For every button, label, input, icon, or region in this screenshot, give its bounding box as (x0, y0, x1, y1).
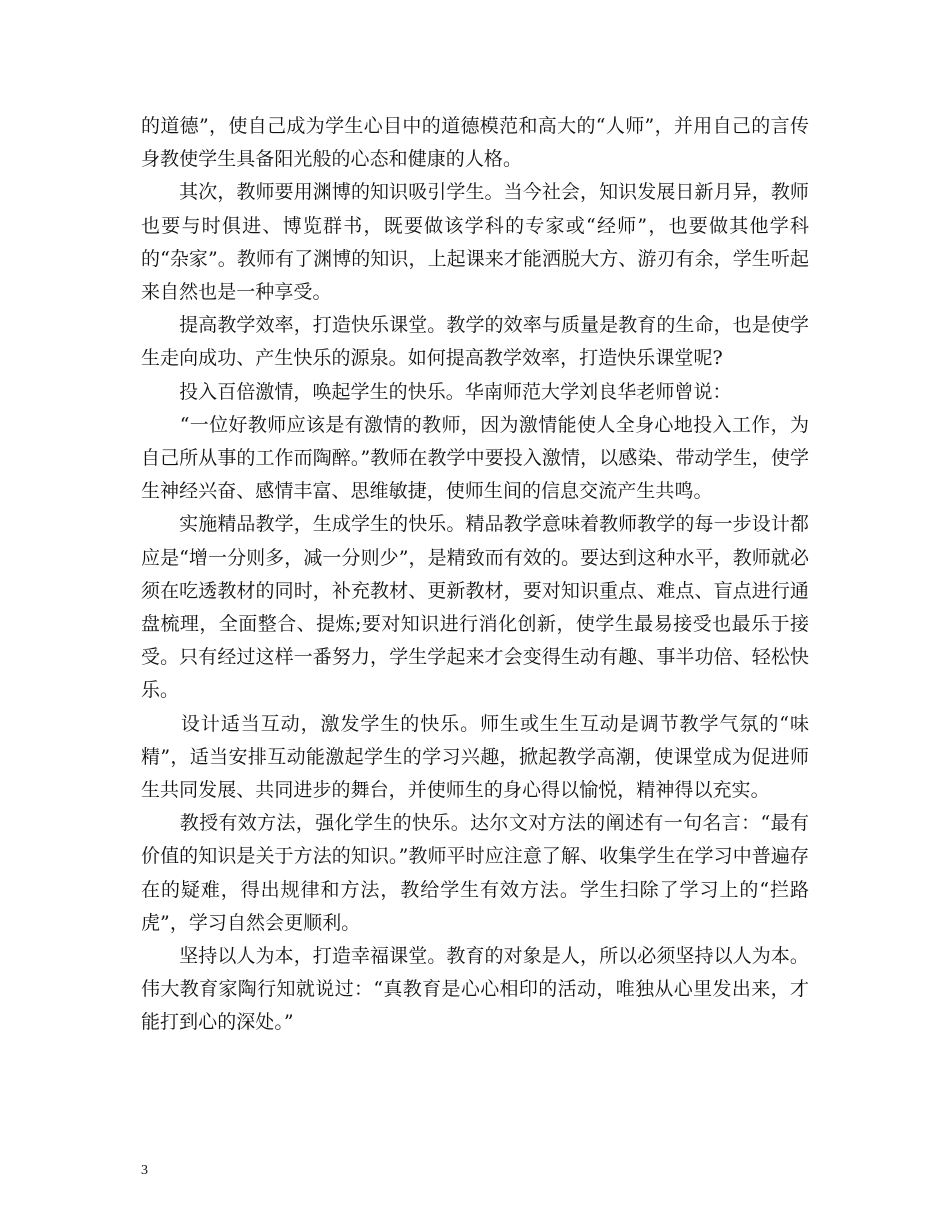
paragraph: 教授有效方法，强化学生的快乐。达尔文对方法的阐述有一句名言：“最有价值的知识是关于方法的知识。”教师平时应注意了解、收集学生在学习中普遍存在的疑难，得出规律和方法，教给学生有效方法。学生扫除了学习上的“拦路虎”，学习自然会更顺利。 (141, 812, 809, 934)
paragraph: 投入百倍激情，唤起学生的快乐。华南师范大学刘良华老师曾说： (141, 380, 732, 403)
paragraph: 其次，教师要用渊博的知识吸引学生。当今社会，知识发展日新月异，教师也要与时俱进、博览群书，既要做该学科的专家或“经师”，也要做其他学科的“杂家”。教师有了渊博的知识，上起课来才能洒脱大方、游刃有余，学生听起来自然也是一种享受。 (141, 181, 809, 304)
document-body (141, 110, 809, 1040)
page-number: 3 (141, 1163, 148, 1178)
paragraph: 设计适当互动，激发学生的快乐。师生或生生互动是调节教学气氛的“味精”，适当安排互动能激起学生的学习兴趣，掀起教学高潮，使课堂成为促进师生共同发展、共同进步的舞台，并使师生的身心得以愉悦，精神得以充实。 (141, 712, 809, 802)
paragraph: 实施精品教学，生成学生的快乐。精品教学意味着教师教学的每一步设计都应是“增一分则多，减一分则少”，是精致而有效的。要达到这种水平，教师就必须在吃透教材的同时，补充教材、更新教材，要对知识重点、难点、盲点进行通盘梳理，全面整合、提炼;要对知识进行消化创新，使学生最易接受也最乐于接受。只有经过这样一番努力，学生学起来才会变得生动有趣、事半功倍、轻松快乐。 (141, 513, 809, 702)
paragraph: 的道德”，使自己成为学生心目中的道德模范和高大的“人师”，并用自己的言传身教使学生具备阳光般的心态和健康的人格。 (141, 115, 809, 171)
paragraph: 坚持以人为本，打造幸福课堂。教育的对象是人，所以必须坚持以人为本。伟大教育家陶行知就说过：“真教育是心心相印的活动，唯独从心里发出来，才能打到心的深处。” (141, 945, 809, 1034)
paragraph: 提高教学效率，打造快乐课堂。教学的效率与质量是教育的生命，也是使学生走向成功、产生快乐的源泉。如何提高教学效率，打造快乐课堂呢? (141, 314, 809, 370)
paragraph: “一位好教师应该是有激情的教师，因为激情能使人全身心地投入工作，为自己所从事的工作而陶醉。”教师在教学中要投入激情，以感染、带动学生，使学生神经兴奋、感情丰富、思维敏捷，使师生间的信息交流产生共鸣。 (141, 413, 809, 503)
